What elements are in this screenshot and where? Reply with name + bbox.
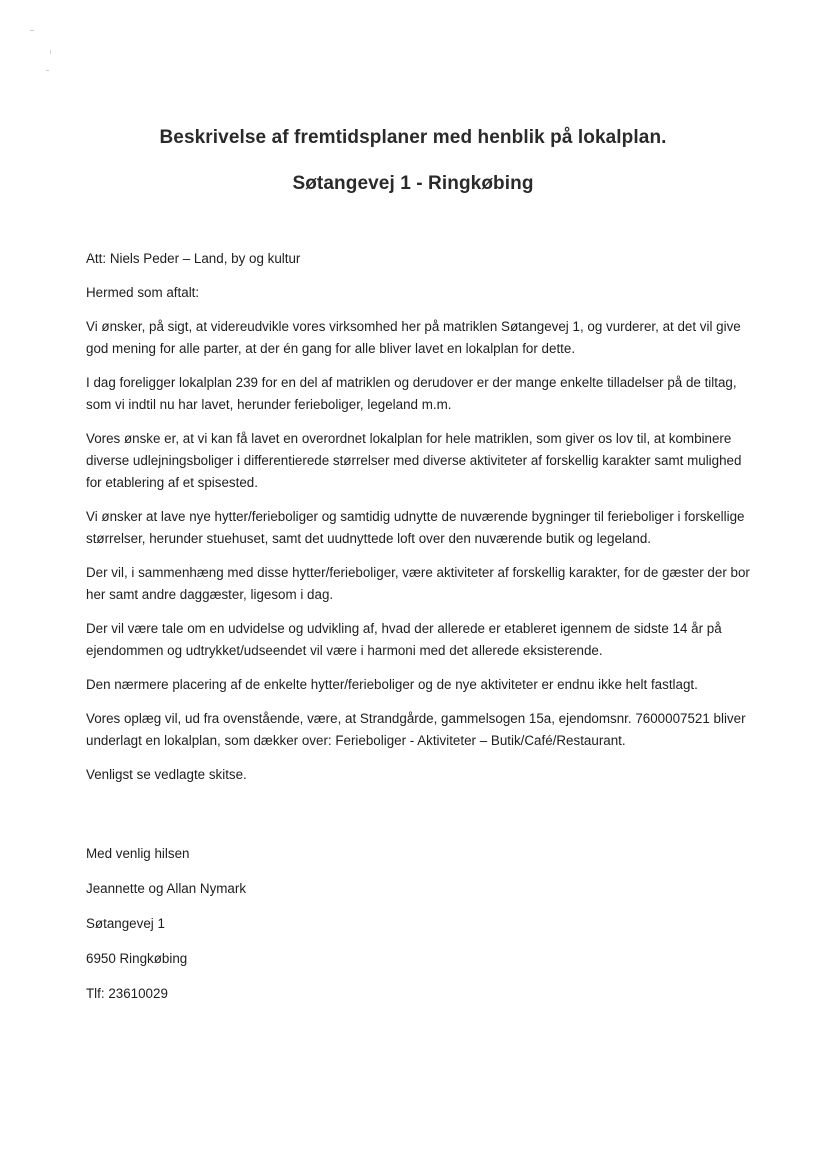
closing-line: Med venlig hilsen: [86, 846, 190, 861]
paragraph: Vi ønsker, på sigt, at videreudvikle vores virksomhed her på matriklen Søtangevej 1, og vurderer, at det vil give god mening for alle parter, at der én gang for alle bliver lavet en lokalplan for dette.: [86, 319, 741, 356]
paragraph: Vores oplæg vil, ud fra ovenstående, være, at Strandgårde, gammelsogen 15a, ejendomsnr. 7600007521 bliver underlagt en lokalplan, som dækker over: Ferieboliger - Aktiviteter – Butik/Café/Restaurant.: [86, 711, 746, 748]
paragraph: Venligst se vedlagte skitse.: [86, 767, 247, 782]
address-street: Søtangevej 1: [86, 916, 165, 931]
paragraph: Den nærmere placering af de enkelte hytter/ferieboliger og de nye aktiviteter er endnu ikke helt fastlagt.: [86, 677, 698, 692]
signature-names: Jeannette og Allan Nymark: [86, 881, 247, 896]
attention-line: Att: Niels Peder – Land, by og kultur: [86, 251, 301, 266]
paragraph: I dag foreligger lokalplan 239 for en del af matriklen og derudover er der mange enkelte tilladelser på de tiltag, som vi indtil nu har lavet, herunder ferieboliger, legeland m.m.: [86, 375, 737, 412]
paragraph: Der vil være tale om en udvidelse og udvikling af, hvad der allerede er etableret igennem de sidste 14 år på ejendommen og udtrykket/udseendet vil være i harmoni med det allerede eksisterende.: [86, 621, 722, 658]
document-title: Beskrivelse af fremtidsplaner med henblik på lokalplan.: [159, 127, 667, 148]
paragraph: Der vil, i sammenhæng med disse hytter/ferieboliger, være aktiviteter af forskellig karakter, for de gæster der bor her samt andre daggæster, ligesom i dag.: [86, 565, 750, 602]
scan-specks: [28, 28, 58, 78]
signature-block: [86, 843, 246, 1018]
phone-number: Tlf: 23610029: [86, 986, 168, 1001]
letter-body: [86, 248, 758, 798]
paragraph: Vores ønske er, at vi kan få lavet en overordnet lokalplan for hele matriklen, som giver os lov til, at kombinere diverse udlejningsboliger i differentierede størrelser med diverse aktiviteter af forskellig karakter samt mulighed for etablering af et spisested.: [86, 431, 742, 490]
paragraph: Vi ønsker at lave nye hytter/ferieboliger og samtidig udnytte de nuværende bygninger til ferieboliger i forskellige størrelser, herunder stuehuset, samt det uudnyttede loft over den nuværende butik og legeland.: [86, 509, 745, 546]
greeting-line: Hermed som aftalt:: [86, 285, 200, 300]
document-subtitle: Søtangevej 1 - Ringkøbing: [292, 173, 534, 194]
address-city: 6950 Ringkøbing: [86, 951, 188, 966]
